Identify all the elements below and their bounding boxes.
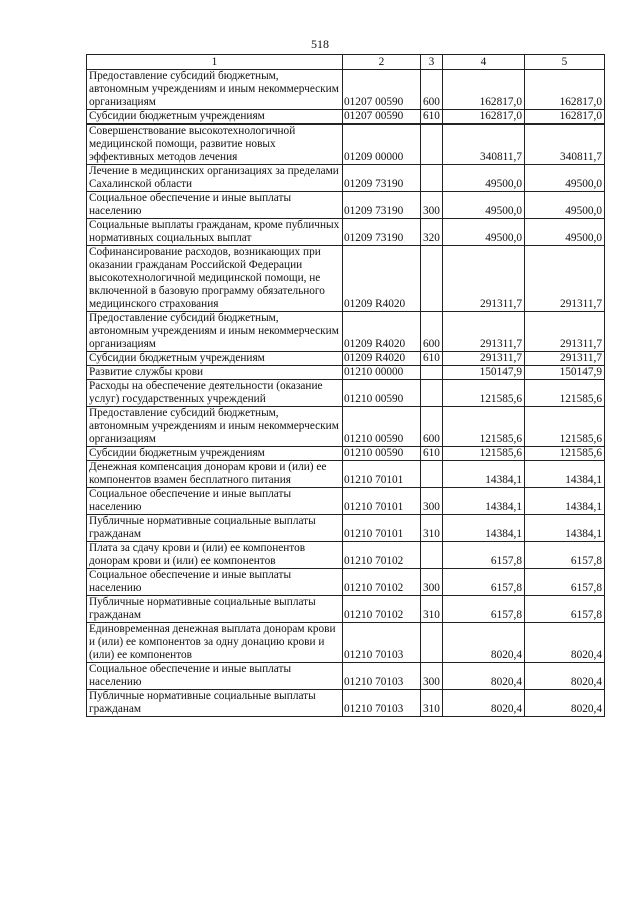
row-value-col-5: 6157,8 <box>525 596 605 623</box>
row-expense-type: 300 <box>421 569 443 596</box>
row-expense-type <box>421 366 443 380</box>
row-name: Субсидии бюджетным учреждениям <box>87 447 343 461</box>
table-row <box>87 352 605 366</box>
row-name: Социальное обеспечение и иные выплаты населению <box>87 663 343 690</box>
row-value-col-4: 14384,1 <box>443 461 525 488</box>
row-expense-type: 310 <box>421 515 443 542</box>
row-expense-type <box>421 165 443 192</box>
row-value-col-4: 14384,1 <box>443 515 525 542</box>
table-row <box>87 596 605 623</box>
row-code: 01210 70102 <box>343 596 421 623</box>
table-row <box>87 461 605 488</box>
row-expense-type: 610 <box>421 352 443 366</box>
row-expense-type: 610 <box>421 447 443 461</box>
table-row <box>87 690 605 717</box>
row-value-col-4: 6157,8 <box>443 596 525 623</box>
row-code: 01210 70102 <box>343 569 421 596</box>
row-code: 01210 00590 <box>343 447 421 461</box>
row-value-col-5: 49500,0 <box>525 165 605 192</box>
row-expense-type: 300 <box>421 192 443 219</box>
table-row <box>87 165 605 192</box>
row-name: Единовременная денежная выплата донорам крови и (или) ее компонентов за одну донацию крови и (или) ее компонентов <box>87 623 343 663</box>
row-name: Предоставление субсидий бюджетным, автономным учреждениям и иным некоммерческим организациям <box>87 312 343 352</box>
row-expense-type: 310 <box>421 596 443 623</box>
row-code: 01209 R4020 <box>343 352 421 366</box>
row-value-col-4: 6157,8 <box>443 542 525 569</box>
header-col-4: 4 <box>443 55 525 70</box>
row-expense-type: 600 <box>421 407 443 447</box>
row-value-col-5: 150147,9 <box>525 366 605 380</box>
row-value-col-4: 8020,4 <box>443 663 525 690</box>
table-row <box>87 380 605 407</box>
row-value-col-4: 291311,7 <box>443 246 525 312</box>
row-value-col-5: 8020,4 <box>525 623 605 663</box>
row-expense-type <box>421 124 443 165</box>
table-row <box>87 124 605 165</box>
row-code: 01207 00590 <box>343 110 421 125</box>
row-expense-type: 300 <box>421 488 443 515</box>
table-row <box>87 219 605 246</box>
page-number: 518 <box>311 37 329 51</box>
row-code: 01207 00590 <box>343 70 421 110</box>
row-value-col-5: 14384,1 <box>525 515 605 542</box>
row-code: 01209 00000 <box>343 124 421 165</box>
table-row <box>87 569 605 596</box>
header-col-2: 2 <box>343 55 421 70</box>
row-value-col-4: 8020,4 <box>443 690 525 717</box>
table-row <box>87 447 605 461</box>
table-row <box>87 515 605 542</box>
row-code: 01209 73190 <box>343 192 421 219</box>
row-name: Субсидии бюджетным учреждениям <box>87 352 343 366</box>
table-row <box>87 542 605 569</box>
header-col-1: 1 <box>87 55 343 70</box>
row-expense-type: 300 <box>421 663 443 690</box>
row-name: Социальное обеспечение и иные выплаты населению <box>87 569 343 596</box>
row-expense-type <box>421 380 443 407</box>
row-value-col-4: 121585,6 <box>443 407 525 447</box>
table-row <box>87 70 605 110</box>
row-value-col-5: 162817,0 <box>525 110 605 125</box>
row-value-col-5: 49500,0 <box>525 219 605 246</box>
row-expense-type: 310 <box>421 690 443 717</box>
row-expense-type <box>421 461 443 488</box>
row-name: Совершенствование высокотехнологичной медицинской помощи, развитие новых эффективных методов лечения <box>87 124 343 165</box>
row-code: 01209 73190 <box>343 165 421 192</box>
row-name: Лечение в медицинских организациях за пределами Сахалинской области <box>87 165 343 192</box>
header-col-5: 5 <box>525 55 605 70</box>
row-value-col-5: 6157,8 <box>525 569 605 596</box>
row-code: 01210 00590 <box>343 407 421 447</box>
row-code: 01210 70101 <box>343 488 421 515</box>
row-value-col-4: 291311,7 <box>443 312 525 352</box>
table-row <box>87 488 605 515</box>
row-value-col-4: 121585,6 <box>443 380 525 407</box>
row-value-col-5: 291311,7 <box>525 352 605 366</box>
row-expense-type: 600 <box>421 70 443 110</box>
row-code: 01209 R4020 <box>343 246 421 312</box>
row-value-col-5: 49500,0 <box>525 192 605 219</box>
row-name: Социальное обеспечение и иные выплаты населению <box>87 192 343 219</box>
row-value-col-5: 291311,7 <box>525 312 605 352</box>
row-value-col-4: 150147,9 <box>443 366 525 380</box>
table-row <box>87 663 605 690</box>
row-value-col-5: 121585,6 <box>525 447 605 461</box>
row-name: Развитие службы крови <box>87 366 343 380</box>
row-name: Социальные выплаты гражданам, кроме публичных нормативных социальных выплат <box>87 219 343 246</box>
row-value-col-4: 291311,7 <box>443 352 525 366</box>
header-col-3: 3 <box>421 55 443 70</box>
row-expense-type <box>421 542 443 569</box>
row-expense-type: 600 <box>421 312 443 352</box>
table-row <box>87 192 605 219</box>
row-value-col-5: 291311,7 <box>525 246 605 312</box>
row-value-col-4: 49500,0 <box>443 219 525 246</box>
row-name: Субсидии бюджетным учреждениям <box>87 110 343 125</box>
table-row <box>87 366 605 380</box>
row-name: Предоставление субсидий бюджетным, автономным учреждениям и иным некоммерческим организациям <box>87 407 343 447</box>
row-code: 01210 70103 <box>343 663 421 690</box>
row-value-col-4: 14384,1 <box>443 488 525 515</box>
row-value-col-4: 340811,7 <box>443 124 525 165</box>
row-name: Плата за сдачу крови и (или) ее компонентов донорам крови и (или) ее компонентов <box>87 542 343 569</box>
row-code: 01210 00590 <box>343 380 421 407</box>
row-value-col-4: 49500,0 <box>443 165 525 192</box>
row-code: 01210 70103 <box>343 690 421 717</box>
row-name: Социальное обеспечение и иные выплаты населению <box>87 488 343 515</box>
row-code: 01210 70101 <box>343 515 421 542</box>
row-value-col-5: 14384,1 <box>525 488 605 515</box>
table-header <box>87 55 605 70</box>
row-code: 01209 R4020 <box>343 312 421 352</box>
table-body <box>87 70 605 717</box>
row-expense-type <box>421 246 443 312</box>
row-code: 01210 70103 <box>343 623 421 663</box>
row-name: Расходы на обеспечение деятельности (оказание услуг) государственных учреждений <box>87 380 343 407</box>
row-value-col-4: 6157,8 <box>443 569 525 596</box>
row-expense-type <box>421 623 443 663</box>
row-code: 01210 00000 <box>343 366 421 380</box>
row-value-col-4: 162817,0 <box>443 110 525 125</box>
row-name: Денежная компенсация донорам крови и (или) ее компонентов взамен бесплатного питания <box>87 461 343 488</box>
table-row <box>87 312 605 352</box>
row-value-col-4: 8020,4 <box>443 623 525 663</box>
row-value-col-4: 49500,0 <box>443 192 525 219</box>
row-value-col-5: 121585,6 <box>525 380 605 407</box>
row-value-col-5: 162817,0 <box>525 70 605 110</box>
table-row <box>87 110 605 125</box>
row-value-col-5: 14384,1 <box>525 461 605 488</box>
row-value-col-5: 121585,6 <box>525 407 605 447</box>
row-name: Публичные нормативные социальные выплаты гражданам <box>87 515 343 542</box>
table-row <box>87 246 605 312</box>
row-code: 01210 70102 <box>343 542 421 569</box>
row-name: Софинансирование расходов, возникающих при оказании гражданам Российской Федерации высокотехнологичной медицинской помощи, не включенной в базовую программу обязательного медицинского страхования <box>87 246 343 312</box>
table-row <box>87 407 605 447</box>
row-name: Публичные нормативные социальные выплаты гражданам <box>87 690 343 717</box>
budget-table <box>86 54 605 717</box>
header-row <box>87 55 605 70</box>
row-value-col-5: 340811,7 <box>525 124 605 165</box>
row-expense-type: 320 <box>421 219 443 246</box>
row-name: Публичные нормативные социальные выплаты гражданам <box>87 596 343 623</box>
table-row <box>87 623 605 663</box>
row-code: 01210 70101 <box>343 461 421 488</box>
row-value-col-5: 8020,4 <box>525 663 605 690</box>
row-value-col-4: 121585,6 <box>443 447 525 461</box>
row-value-col-5: 6157,8 <box>525 542 605 569</box>
row-name: Предоставление субсидий бюджетным, автономным учреждениям и иным некоммерческим организациям <box>87 70 343 110</box>
row-value-col-4: 162817,0 <box>443 70 525 110</box>
row-expense-type: 610 <box>421 110 443 125</box>
row-code: 01209 73190 <box>343 219 421 246</box>
row-value-col-5: 8020,4 <box>525 690 605 717</box>
